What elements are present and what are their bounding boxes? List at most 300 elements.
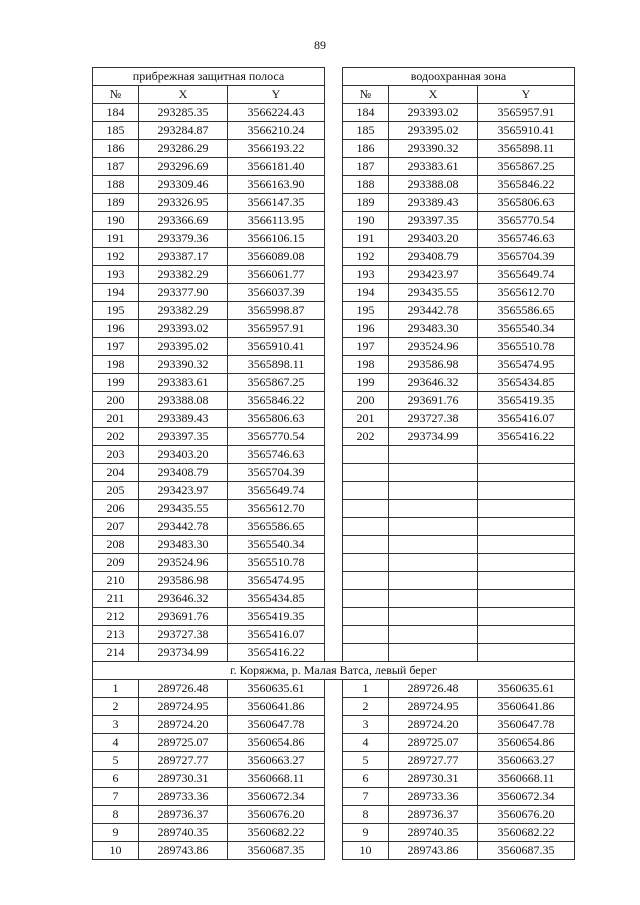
table-gap bbox=[325, 842, 343, 860]
table-gap bbox=[325, 752, 343, 770]
table-row bbox=[93, 158, 575, 176]
left-y-value: 3565910.41 bbox=[228, 338, 325, 356]
table-row bbox=[93, 788, 575, 806]
table-row bbox=[93, 248, 575, 266]
left-y-value: 3565770.54 bbox=[228, 428, 325, 446]
left-x-value: 289740.35 bbox=[139, 824, 228, 842]
left-x-value: 293435.55 bbox=[139, 500, 228, 518]
left-point-number: 192 bbox=[93, 248, 139, 266]
empty-cell bbox=[478, 626, 575, 644]
right-point-number: 199 bbox=[343, 374, 389, 392]
left-point-number: 199 bbox=[93, 374, 139, 392]
table-gap bbox=[325, 554, 343, 572]
left-x-value: 293326.95 bbox=[139, 194, 228, 212]
right-point-number: 8 bbox=[343, 806, 389, 824]
right-point-number: 188 bbox=[343, 176, 389, 194]
left-point-number: 7 bbox=[93, 788, 139, 806]
right-x-value: 289727.77 bbox=[389, 752, 478, 770]
table-row bbox=[93, 266, 575, 284]
left-y-value: 3566181.40 bbox=[228, 158, 325, 176]
right-point-number: 192 bbox=[343, 248, 389, 266]
left-x-header: X bbox=[139, 86, 228, 104]
table-row bbox=[93, 302, 575, 320]
left-point-number: 212 bbox=[93, 608, 139, 626]
right-x-value: 289740.35 bbox=[389, 824, 478, 842]
right-table-title: водоохранная зона bbox=[343, 68, 575, 86]
left-y-value: 3565957.91 bbox=[228, 320, 325, 338]
left-y-value: 3565434.85 bbox=[228, 590, 325, 608]
table-gap bbox=[325, 770, 343, 788]
left-y-value: 3566224.43 bbox=[228, 104, 325, 122]
right-point-number: 1 bbox=[343, 680, 389, 698]
right-x-value: 289725.07 bbox=[389, 734, 478, 752]
page-number: 89 bbox=[314, 38, 326, 52]
left-x-value: 293734.99 bbox=[139, 644, 228, 662]
table-gap bbox=[325, 176, 343, 194]
table-gap bbox=[325, 734, 343, 752]
right-point-number: 3 bbox=[343, 716, 389, 734]
table-row bbox=[93, 446, 575, 464]
right-x-value: 289724.95 bbox=[389, 698, 478, 716]
right-x-value: 289743.86 bbox=[389, 842, 478, 860]
left-y-value: 3565540.34 bbox=[228, 536, 325, 554]
left-x-value: 293377.90 bbox=[139, 284, 228, 302]
right-point-number: 201 bbox=[343, 410, 389, 428]
left-x-value: 289736.37 bbox=[139, 806, 228, 824]
left-point-number: 189 bbox=[93, 194, 139, 212]
left-x-value: 293379.36 bbox=[139, 230, 228, 248]
table-row bbox=[93, 806, 575, 824]
empty-cell bbox=[478, 572, 575, 590]
empty-cell bbox=[389, 464, 478, 482]
table-row bbox=[93, 428, 575, 446]
table-row bbox=[93, 842, 575, 860]
table-gap bbox=[325, 608, 343, 626]
empty-cell bbox=[478, 518, 575, 536]
left-y-value: 3565416.07 bbox=[228, 626, 325, 644]
left-x-value: 293646.32 bbox=[139, 590, 228, 608]
left-y-value: 3565746.63 bbox=[228, 446, 325, 464]
table-row bbox=[93, 194, 575, 212]
right-point-number: 189 bbox=[343, 194, 389, 212]
left-x-value: 293382.29 bbox=[139, 302, 228, 320]
right-x-value: 293727.38 bbox=[389, 410, 478, 428]
right-point-number: 5 bbox=[343, 752, 389, 770]
left-point-number: 207 bbox=[93, 518, 139, 536]
right-y-value: 3565649.74 bbox=[478, 266, 575, 284]
right-point-number: 4 bbox=[343, 734, 389, 752]
right-y-value: 3565510.78 bbox=[478, 338, 575, 356]
table-row bbox=[93, 338, 575, 356]
left-y-value: 3565867.25 bbox=[228, 374, 325, 392]
left-x-value: 293408.79 bbox=[139, 464, 228, 482]
empty-cell bbox=[389, 554, 478, 572]
empty-cell bbox=[343, 626, 389, 644]
left-x-value: 293389.43 bbox=[139, 410, 228, 428]
right-x-value: 293442.78 bbox=[389, 302, 478, 320]
left-table-title: прибрежная защитная полоса bbox=[93, 68, 325, 86]
left-x-value: 289726.48 bbox=[139, 680, 228, 698]
table-gap bbox=[325, 248, 343, 266]
left-y-value: 3565649.74 bbox=[228, 482, 325, 500]
left-y-value: 3566061.77 bbox=[228, 266, 325, 284]
right-y-value: 3560668.11 bbox=[478, 770, 575, 788]
left-number-header: № bbox=[93, 86, 139, 104]
section-row bbox=[93, 662, 575, 680]
left-y-value: 3565898.11 bbox=[228, 356, 325, 374]
right-y-value: 3560687.35 bbox=[478, 842, 575, 860]
empty-cell bbox=[478, 500, 575, 518]
left-y-value: 3566089.08 bbox=[228, 248, 325, 266]
left-point-number: 210 bbox=[93, 572, 139, 590]
left-point-number: 185 bbox=[93, 122, 139, 140]
table-row bbox=[93, 176, 575, 194]
table-row bbox=[93, 392, 575, 410]
right-point-number: 194 bbox=[343, 284, 389, 302]
empty-cell bbox=[389, 590, 478, 608]
empty-cell bbox=[389, 536, 478, 554]
left-point-number: 201 bbox=[93, 410, 139, 428]
left-y-value: 3560668.11 bbox=[228, 770, 325, 788]
left-point-number: 187 bbox=[93, 158, 139, 176]
right-point-number: 202 bbox=[343, 428, 389, 446]
right-x-value: 293388.08 bbox=[389, 176, 478, 194]
right-y-value: 3565416.07 bbox=[478, 410, 575, 428]
left-point-number: 193 bbox=[93, 266, 139, 284]
right-x-value: 289726.48 bbox=[389, 680, 478, 698]
table-row bbox=[93, 104, 575, 122]
left-point-number: 213 bbox=[93, 626, 139, 644]
right-x-value: 293395.02 bbox=[389, 122, 478, 140]
left-point-number: 214 bbox=[93, 644, 139, 662]
right-x-value: 293691.76 bbox=[389, 392, 478, 410]
left-x-value: 293691.76 bbox=[139, 608, 228, 626]
empty-cell bbox=[343, 590, 389, 608]
left-point-number: 208 bbox=[93, 536, 139, 554]
left-y-value: 3565586.65 bbox=[228, 518, 325, 536]
left-y-value: 3560672.34 bbox=[228, 788, 325, 806]
table-gap bbox=[325, 86, 343, 104]
right-y-value: 3565419.35 bbox=[478, 392, 575, 410]
right-y-value: 3565540.34 bbox=[478, 320, 575, 338]
right-point-number: 200 bbox=[343, 392, 389, 410]
table-gap bbox=[325, 302, 343, 320]
right-x-value: 293734.99 bbox=[389, 428, 478, 446]
table-gap bbox=[325, 518, 343, 536]
table-gap bbox=[325, 104, 343, 122]
table-gap bbox=[325, 572, 343, 590]
right-y-value: 3565746.63 bbox=[478, 230, 575, 248]
left-y-value: 3560663.27 bbox=[228, 752, 325, 770]
right-y-value: 3560663.27 bbox=[478, 752, 575, 770]
left-point-number: 10 bbox=[93, 842, 139, 860]
empty-cell bbox=[478, 554, 575, 572]
left-y-value: 3565806.63 bbox=[228, 410, 325, 428]
right-x-value: 293524.96 bbox=[389, 338, 478, 356]
right-y-value: 3565957.91 bbox=[478, 104, 575, 122]
left-y-value: 3566037.39 bbox=[228, 284, 325, 302]
table-gap bbox=[325, 392, 343, 410]
table-row bbox=[93, 518, 575, 536]
right-point-number: 197 bbox=[343, 338, 389, 356]
left-x-value: 289725.07 bbox=[139, 734, 228, 752]
right-point-number: 191 bbox=[343, 230, 389, 248]
right-y-value: 3565846.22 bbox=[478, 176, 575, 194]
left-point-number: 196 bbox=[93, 320, 139, 338]
table-row bbox=[93, 734, 575, 752]
right-x-header: X bbox=[389, 86, 478, 104]
right-point-number: 195 bbox=[343, 302, 389, 320]
left-point-number: 1 bbox=[93, 680, 139, 698]
right-x-value: 289733.36 bbox=[389, 788, 478, 806]
left-point-number: 211 bbox=[93, 590, 139, 608]
left-x-value: 293383.61 bbox=[139, 374, 228, 392]
left-y-value: 3560687.35 bbox=[228, 842, 325, 860]
left-x-value: 293524.96 bbox=[139, 554, 228, 572]
right-x-value: 293646.32 bbox=[389, 374, 478, 392]
coordinates-table bbox=[92, 67, 575, 860]
empty-cell bbox=[478, 536, 575, 554]
right-y-value: 3560654.86 bbox=[478, 734, 575, 752]
right-y-value: 3565898.11 bbox=[478, 140, 575, 158]
empty-cell bbox=[478, 590, 575, 608]
table-header-row bbox=[93, 86, 575, 104]
left-x-value: 293403.20 bbox=[139, 446, 228, 464]
left-x-value: 293366.69 bbox=[139, 212, 228, 230]
right-y-value: 3565416.22 bbox=[478, 428, 575, 446]
right-y-value: 3565867.25 bbox=[478, 158, 575, 176]
left-x-value: 293390.32 bbox=[139, 356, 228, 374]
left-y-value: 3560654.86 bbox=[228, 734, 325, 752]
left-point-number: 191 bbox=[93, 230, 139, 248]
table-row bbox=[93, 464, 575, 482]
left-point-number: 195 bbox=[93, 302, 139, 320]
empty-cell bbox=[389, 518, 478, 536]
right-x-value: 289724.20 bbox=[389, 716, 478, 734]
table-gap bbox=[325, 680, 343, 698]
empty-cell bbox=[343, 572, 389, 590]
empty-cell bbox=[389, 644, 478, 662]
right-y-value: 3565586.65 bbox=[478, 302, 575, 320]
left-point-number: 194 bbox=[93, 284, 139, 302]
right-point-number: 6 bbox=[343, 770, 389, 788]
right-x-value: 293397.35 bbox=[389, 212, 478, 230]
empty-cell bbox=[389, 572, 478, 590]
right-y-value: 3560672.34 bbox=[478, 788, 575, 806]
right-point-number: 198 bbox=[343, 356, 389, 374]
left-y-value: 3566210.24 bbox=[228, 122, 325, 140]
right-point-number: 184 bbox=[343, 104, 389, 122]
table-row bbox=[93, 356, 575, 374]
table-row bbox=[93, 230, 575, 248]
left-y-value: 3565998.87 bbox=[228, 302, 325, 320]
table-gap bbox=[325, 374, 343, 392]
left-x-value: 293388.08 bbox=[139, 392, 228, 410]
right-x-value: 293393.02 bbox=[389, 104, 478, 122]
right-point-number: 7 bbox=[343, 788, 389, 806]
left-x-value: 289724.95 bbox=[139, 698, 228, 716]
empty-cell bbox=[478, 644, 575, 662]
left-x-value: 289730.31 bbox=[139, 770, 228, 788]
left-point-number: 206 bbox=[93, 500, 139, 518]
right-point-number: 2 bbox=[343, 698, 389, 716]
table-gap bbox=[325, 446, 343, 464]
coordinates-table-body bbox=[93, 68, 575, 860]
left-x-value: 289733.36 bbox=[139, 788, 228, 806]
empty-cell bbox=[343, 644, 389, 662]
right-x-value: 289736.37 bbox=[389, 806, 478, 824]
table-gap bbox=[325, 716, 343, 734]
left-x-value: 289724.20 bbox=[139, 716, 228, 734]
empty-cell bbox=[389, 446, 478, 464]
right-x-value: 293383.61 bbox=[389, 158, 478, 176]
right-point-number: 186 bbox=[343, 140, 389, 158]
empty-cell bbox=[343, 518, 389, 536]
right-y-value: 3565910.41 bbox=[478, 122, 575, 140]
empty-cell bbox=[478, 446, 575, 464]
right-y-value: 3560647.78 bbox=[478, 716, 575, 734]
left-y-value: 3566193.22 bbox=[228, 140, 325, 158]
left-point-number: 8 bbox=[93, 806, 139, 824]
left-x-value: 293284.87 bbox=[139, 122, 228, 140]
right-y-value: 3560635.61 bbox=[478, 680, 575, 698]
right-y-header: Y bbox=[478, 86, 575, 104]
right-y-value: 3560641.86 bbox=[478, 698, 575, 716]
right-x-value: 293586.98 bbox=[389, 356, 478, 374]
right-point-number: 9 bbox=[343, 824, 389, 842]
empty-cell bbox=[389, 608, 478, 626]
left-point-number: 5 bbox=[93, 752, 139, 770]
left-y-value: 3565474.95 bbox=[228, 572, 325, 590]
left-x-value: 293309.46 bbox=[139, 176, 228, 194]
table-gap bbox=[325, 788, 343, 806]
left-y-value: 3565419.35 bbox=[228, 608, 325, 626]
left-point-number: 2 bbox=[93, 698, 139, 716]
right-y-value: 3565612.70 bbox=[478, 284, 575, 302]
table-row bbox=[93, 644, 575, 662]
empty-cell bbox=[343, 554, 389, 572]
empty-cell bbox=[478, 464, 575, 482]
left-point-number: 186 bbox=[93, 140, 139, 158]
left-point-number: 209 bbox=[93, 554, 139, 572]
table-gap bbox=[325, 230, 343, 248]
table-gap bbox=[325, 338, 343, 356]
table-row bbox=[93, 572, 575, 590]
table-row bbox=[93, 284, 575, 302]
right-point-number: 187 bbox=[343, 158, 389, 176]
table-gap bbox=[325, 266, 343, 284]
left-x-value: 293393.02 bbox=[139, 320, 228, 338]
empty-cell bbox=[343, 608, 389, 626]
left-y-value: 3560647.78 bbox=[228, 716, 325, 734]
empty-cell bbox=[478, 608, 575, 626]
table-row bbox=[93, 554, 575, 572]
table-gap bbox=[325, 590, 343, 608]
empty-cell bbox=[343, 446, 389, 464]
right-x-value: 293423.97 bbox=[389, 266, 478, 284]
left-x-value: 293387.17 bbox=[139, 248, 228, 266]
left-point-number: 190 bbox=[93, 212, 139, 230]
table-row bbox=[93, 590, 575, 608]
table-row bbox=[93, 482, 575, 500]
table-gap bbox=[325, 68, 343, 86]
left-y-value: 3566163.90 bbox=[228, 176, 325, 194]
left-y-header: Y bbox=[228, 86, 325, 104]
table-gap bbox=[325, 212, 343, 230]
right-y-value: 3565704.39 bbox=[478, 248, 575, 266]
left-point-number: 6 bbox=[93, 770, 139, 788]
left-y-value: 3560676.20 bbox=[228, 806, 325, 824]
left-x-value: 293442.78 bbox=[139, 518, 228, 536]
table-row bbox=[93, 698, 575, 716]
left-point-number: 198 bbox=[93, 356, 139, 374]
left-x-value: 293586.98 bbox=[139, 572, 228, 590]
right-point-number: 193 bbox=[343, 266, 389, 284]
table-row bbox=[93, 608, 575, 626]
right-y-value: 3565770.54 bbox=[478, 212, 575, 230]
table-row bbox=[93, 410, 575, 428]
right-number-header: № bbox=[343, 86, 389, 104]
right-y-value: 3565434.85 bbox=[478, 374, 575, 392]
left-point-number: 202 bbox=[93, 428, 139, 446]
left-x-value: 293296.69 bbox=[139, 158, 228, 176]
left-x-value: 289743.86 bbox=[139, 842, 228, 860]
table-row bbox=[93, 824, 575, 842]
right-point-number: 10 bbox=[343, 842, 389, 860]
empty-cell bbox=[389, 626, 478, 644]
left-point-number: 205 bbox=[93, 482, 139, 500]
table-gap bbox=[325, 122, 343, 140]
table-row bbox=[93, 374, 575, 392]
right-x-value: 293389.43 bbox=[389, 194, 478, 212]
left-y-value: 3565704.39 bbox=[228, 464, 325, 482]
left-y-value: 3565612.70 bbox=[228, 500, 325, 518]
table-gap bbox=[325, 536, 343, 554]
right-x-value: 293483.30 bbox=[389, 320, 478, 338]
empty-cell bbox=[343, 464, 389, 482]
table-row bbox=[93, 212, 575, 230]
left-point-number: 197 bbox=[93, 338, 139, 356]
table-gap bbox=[325, 158, 343, 176]
left-x-value: 293483.30 bbox=[139, 536, 228, 554]
table-row bbox=[93, 140, 575, 158]
right-point-number: 185 bbox=[343, 122, 389, 140]
left-y-value: 3566147.35 bbox=[228, 194, 325, 212]
table-gap bbox=[325, 428, 343, 446]
right-x-value: 293403.20 bbox=[389, 230, 478, 248]
table-gap bbox=[325, 698, 343, 716]
left-point-number: 184 bbox=[93, 104, 139, 122]
left-y-value: 3565846.22 bbox=[228, 392, 325, 410]
left-x-value: 293395.02 bbox=[139, 338, 228, 356]
table-gap bbox=[325, 464, 343, 482]
empty-cell bbox=[343, 536, 389, 554]
left-x-value: 293423.97 bbox=[139, 482, 228, 500]
table-gap bbox=[325, 482, 343, 500]
table-row bbox=[93, 122, 575, 140]
right-y-value: 3560682.22 bbox=[478, 824, 575, 842]
right-y-value: 3565474.95 bbox=[478, 356, 575, 374]
left-point-number: 204 bbox=[93, 464, 139, 482]
table-row bbox=[93, 716, 575, 734]
right-y-value: 3560676.20 bbox=[478, 806, 575, 824]
left-x-value: 293397.35 bbox=[139, 428, 228, 446]
left-x-value: 293727.38 bbox=[139, 626, 228, 644]
left-y-value: 3560635.61 bbox=[228, 680, 325, 698]
section-title: г. Коряжма, р. Малая Ватса, левый берег bbox=[93, 662, 575, 680]
left-point-number: 9 bbox=[93, 824, 139, 842]
table-gap bbox=[325, 320, 343, 338]
